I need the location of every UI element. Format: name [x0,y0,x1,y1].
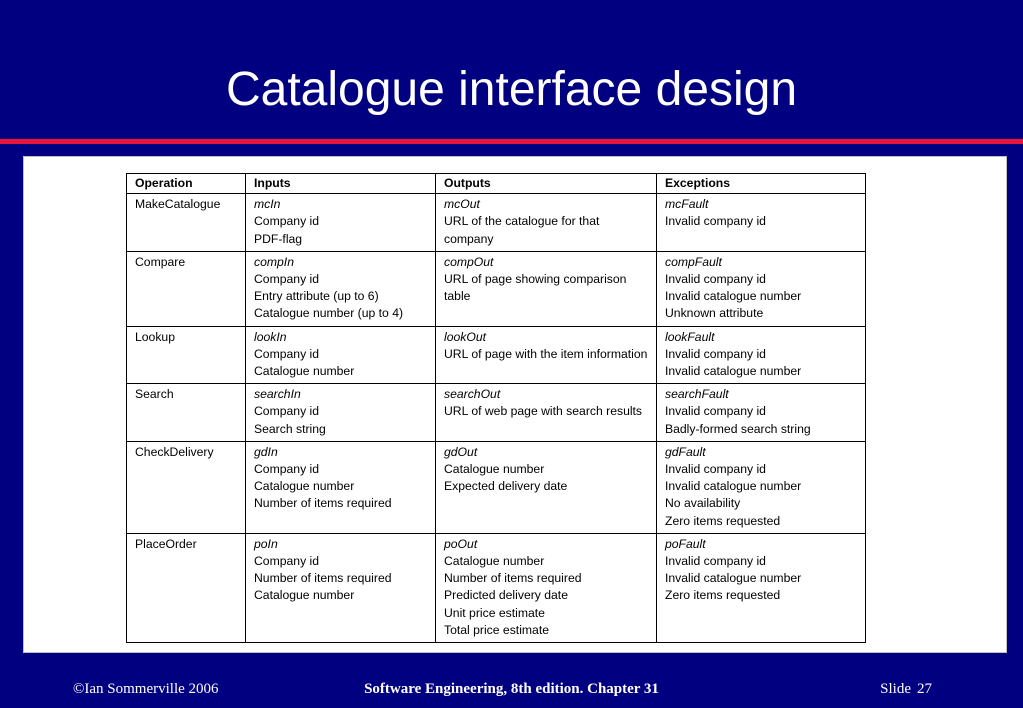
exceptions-message-name: searchFault [665,387,729,402]
exceptions-cell [657,384,866,442]
exceptions-cell [657,194,866,252]
slide-label: Slide [880,681,911,697]
table-row [127,326,866,384]
inputs-item: PDF-flag [254,231,303,246]
outputs-item: URL of page with the item information [444,346,648,361]
inputs-item: Catalogue number [254,479,355,494]
outputs-item: URL of web page with search results [444,404,643,419]
inputs-message-name: searchIn [254,387,301,402]
outputs-item: URL of the catalogue for that company [444,214,600,246]
outputs-cell [436,251,657,326]
table-body [127,194,866,643]
slide-number: 27 [917,681,932,697]
inputs-message-name: gdIn [254,444,278,459]
inputs-cell [246,251,436,326]
inputs-item: Number of items required [254,571,392,586]
inputs-item: Company id [254,272,320,287]
inputs-item: Catalogue number [254,364,355,379]
exceptions-item: Invalid company id [665,272,766,287]
exceptions-item: Invalid company id [665,554,766,569]
header-outputs: Outputs [436,174,657,194]
outputs-cell [436,533,657,642]
outputs-item: URL of page showing comparison table [444,272,627,304]
inputs-item: Company id [254,554,320,569]
inputs-cell [246,326,436,384]
operation-cell: Compare [127,251,246,326]
exceptions-item: Invalid company id [665,462,766,477]
inputs-item: Number of items required [254,496,392,511]
table-row [127,384,866,442]
outputs-message-name: poOut [444,536,478,551]
exceptions-message-name: poFault [665,536,706,551]
outputs-item: Total price estimate [444,622,549,637]
header-inputs: Inputs [246,174,436,194]
outputs-message-name: searchOut [444,387,501,402]
exceptions-cell [657,441,866,533]
exceptions-item: Invalid catalogue number [665,289,802,304]
outputs-cell [436,194,657,252]
inputs-item: Company id [254,404,320,419]
exceptions-message-name: mcFault [665,197,709,212]
outputs-cell [436,384,657,442]
header-operation: Operation [127,174,246,194]
footer-slide-number [880,679,932,699]
exceptions-item: Invalid catalogue number [665,479,802,494]
header-exceptions: Exceptions [657,174,866,194]
outputs-message-name: mcOut [444,197,480,212]
exceptions-item: Invalid company id [665,346,766,361]
inputs-cell [246,441,436,533]
exceptions-cell [657,533,866,642]
table-header-row [127,174,866,194]
footer-copyright: ©Ian Sommerville 2006 [73,681,219,697]
operation-cell: MakeCatalogue [127,194,246,252]
operation-cell: PlaceOrder [127,533,246,642]
exceptions-item: No availability [665,496,741,511]
exceptions-cell [657,326,866,384]
exceptions-message-name: lookFault [665,329,715,344]
content-panel [23,156,1007,653]
inputs-message-name: compIn [254,254,294,269]
outputs-cell [436,326,657,384]
inputs-message-name: mcIn [254,197,281,212]
footer-book-title: Software Engineering, 8th edition. Chapter 31 [364,681,659,697]
table-row [127,533,866,642]
inputs-cell [246,384,436,442]
title-divider [0,139,1023,144]
exceptions-message-name: gdFault [665,444,706,459]
exceptions-item: Unknown attribute [665,306,764,321]
inputs-item: Catalogue number (up to 4) [254,306,404,321]
exceptions-item: Invalid catalogue number [665,571,802,586]
outputs-item: Number of items required [444,571,582,586]
operation-cell: CheckDelivery [127,441,246,533]
outputs-message-name: gdOut [444,444,478,459]
inputs-item: Company id [254,214,320,229]
inputs-cell [246,533,436,642]
inputs-item: Entry attribute (up to 6) [254,289,379,304]
slide-title: Catalogue interface design [225,63,798,116]
exceptions-item: Zero items requested [665,588,781,603]
inputs-cell [246,194,436,252]
exceptions-message-name: compFault [665,254,722,269]
outputs-item: Unit price estimate [444,605,545,620]
outputs-item: Catalogue number [444,462,545,477]
outputs-item: Expected delivery date [444,479,568,494]
table-row [127,441,866,533]
inputs-message-name: lookIn [254,329,287,344]
outputs-cell [436,441,657,533]
table-row [127,194,866,252]
outputs-message-name: compOut [444,254,494,269]
exceptions-item: Invalid company id [665,214,766,229]
inputs-item: Catalogue number [254,588,355,603]
operation-cell: Lookup [127,326,246,384]
inputs-item: Company id [254,346,320,361]
operation-cell: Search [127,384,246,442]
exceptions-cell [657,251,866,326]
outputs-item: Catalogue number [444,554,545,569]
outputs-item: Predicted delivery date [444,588,568,603]
inputs-item: Company id [254,462,320,477]
exceptions-item: Invalid company id [665,404,766,419]
outputs-message-name: lookOut [444,329,487,344]
interface-table [126,173,866,643]
exceptions-item: Invalid catalogue number [665,364,802,379]
inputs-item: Search string [254,421,326,436]
exceptions-item: Badly-formed search string [665,421,811,436]
exceptions-item: Zero items requested [665,513,781,528]
inputs-message-name: poIn [254,536,278,551]
table-row [127,251,866,326]
